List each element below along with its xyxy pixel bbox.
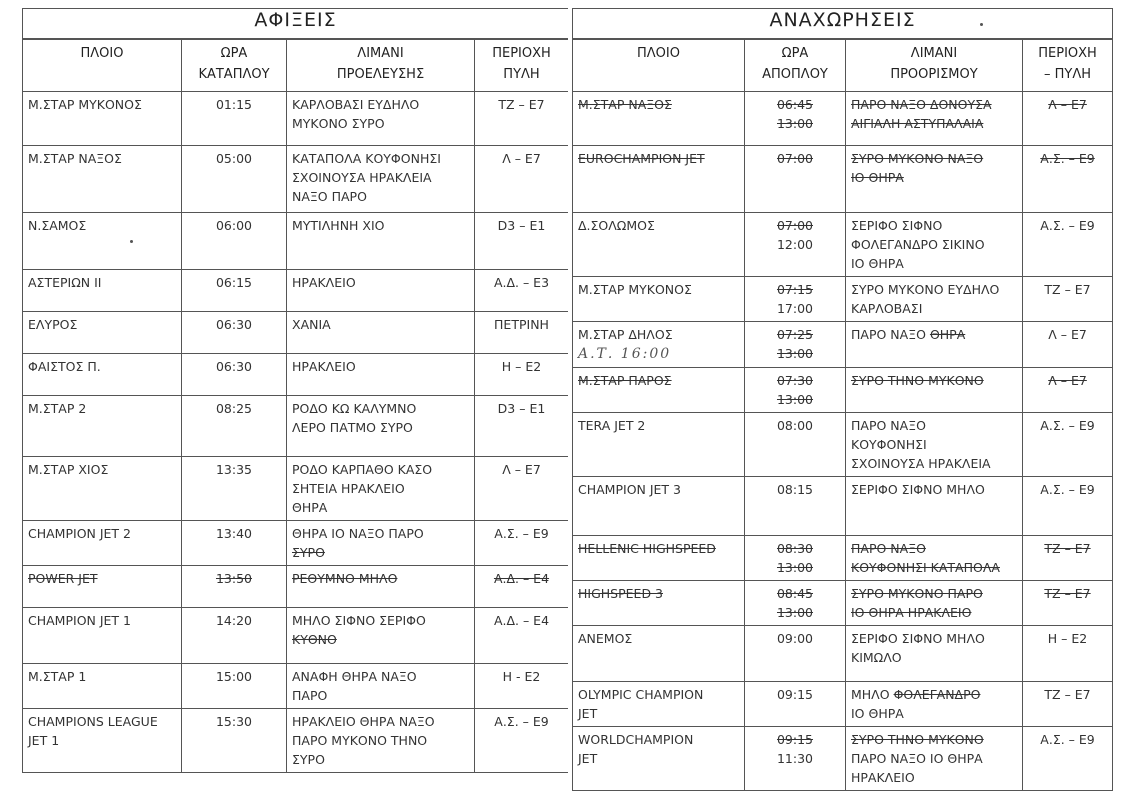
ship-cell	[23, 521, 182, 566]
gate-cell	[475, 146, 569, 213]
time-cell	[182, 146, 287, 213]
ship-cell	[573, 536, 745, 581]
port-value: ΣΥΡΟ ΤΗΝΟ ΜΥΚΟΝΟ	[851, 373, 984, 388]
time-cell	[745, 581, 846, 626]
port-struck: ΣΥΡΟ ΤΗΝΟ ΜΥΚΟΝΟ	[851, 732, 984, 747]
table-row	[573, 92, 1113, 146]
port-cell	[846, 626, 1023, 682]
ship-name: Μ.ΣΤΑΡ ΜΥΚΟΝΟΣ	[578, 282, 692, 297]
ship-cell	[23, 457, 182, 521]
ship-name: TERA JET 2	[578, 418, 646, 433]
table-row	[573, 626, 1113, 682]
ship-cell	[573, 581, 745, 626]
port-value: ΠΑΡΟ ΝΑΞΟ ΔΟΝΟΥΣΑ ΑΙΓΙΑΛΗ ΑΣΤΥΠΑΛΑΙΑ	[851, 97, 992, 131]
table-row	[23, 146, 569, 213]
table-row	[573, 146, 1113, 213]
ship-cell	[23, 608, 182, 664]
ship-cell	[573, 727, 745, 791]
ship-name: Μ.ΣΤΑΡ 2	[28, 401, 87, 416]
port-struck: ΘΗΡΑ	[929, 327, 966, 342]
gate-value: Η - Ε2	[502, 669, 541, 684]
gate-cell	[475, 709, 569, 773]
time-cell	[182, 92, 287, 146]
departures-body	[573, 92, 1113, 791]
port-value: ΠΑΡΟ ΝΑΞΟ ΚΟΥΦΟΝΗΣΙ ΣΧΟΙΝΟΥΣΑ ΗΡΑΚΛΕΙΑ	[851, 418, 991, 471]
gate-cell	[1023, 322, 1113, 368]
time-value: 01:15	[215, 97, 253, 112]
gate-cell	[475, 521, 569, 566]
port-cell	[287, 457, 475, 521]
port-value: ΠΑΡΟ ΝΑΞΟ	[851, 327, 926, 342]
port-struck: ΚΥΘΝΟ	[292, 632, 337, 647]
port-value: ΣΕΡΙΦΟ ΣΙΦΝΟ ΦΟΛΕΓΑΝΔΡΟ ΣΙΚΙΝΟ ΙΟ ΘΗΡΑ	[851, 218, 985, 271]
handwritten-note: Α.Τ. 16:00	[578, 346, 672, 362]
time-cell	[745, 682, 846, 727]
table-row	[23, 457, 569, 521]
time-value: 13:50	[215, 571, 253, 586]
port-value: ΗΡΑΚΛΕΙΟ	[292, 359, 356, 374]
time-cell	[182, 521, 287, 566]
ship-name: Μ.ΣΤΑΡ ΝΑΞΟΣ	[28, 151, 122, 166]
gate-value: Η – Ε2	[501, 359, 542, 374]
arr-header-port	[287, 39, 475, 92]
port-value: ΣΕΡΙΦΟ ΣΙΦΝΟ ΜΗΛΟ	[851, 482, 985, 497]
ship-cell	[573, 277, 745, 322]
arrivals-body	[23, 92, 569, 773]
time-cell	[745, 413, 846, 477]
time-value: 07:00	[776, 151, 814, 166]
ship-name: HELLENIC HIGHSPEED	[578, 541, 716, 556]
gate-cell	[475, 270, 569, 312]
time-value: 11:30	[776, 751, 814, 766]
gate-value: Λ – Ε7	[1048, 327, 1087, 342]
port-cell	[287, 608, 475, 664]
dep-header-time-label: ΩΡΑ ΑΠΟΠΛΟΥ	[762, 46, 828, 82]
port-value: ΡΟΔΟ ΚΑΡΠΑΘΟ ΚΑΣΟ ΣΗΤΕΙΑ ΗΡΑΚΛΕΙΟ ΘΗΡΑ	[292, 462, 433, 515]
arr-header-gate-label: ΠΕΡΙΟΧΗ ΠΥΛΗ	[492, 46, 551, 82]
gate-cell	[1023, 368, 1113, 413]
ship-name: EUROCHAMPION JET	[578, 151, 705, 166]
port-value: ΜΗΛΟ ΣΙΦΝΟ ΣΕΡΙΦΟ	[292, 613, 426, 628]
ship-name: CHAMPIONS LEAGUE JET 1	[28, 714, 158, 748]
gate-value: D3 – Ε1	[497, 218, 546, 233]
gate-cell	[1023, 536, 1113, 581]
port-cell	[287, 664, 475, 709]
time-value: 07:30 13:00	[776, 373, 814, 407]
time-cell	[182, 270, 287, 312]
port-cell	[287, 312, 475, 354]
gate-value: Α.Σ. – Ε9	[1040, 732, 1095, 747]
table-row	[23, 566, 569, 608]
ship-name: Δ.ΣΟΛΩΜΟΣ	[578, 218, 655, 233]
gate-value: Α.Σ. – Ε9	[1040, 482, 1095, 497]
time-cell	[182, 396, 287, 457]
gate-value: Λ – Ε7	[1048, 97, 1087, 112]
time-value: 15:30	[215, 714, 253, 729]
port-cell	[846, 368, 1023, 413]
table-row	[23, 312, 569, 354]
ship-name: CHAMPION JET 3	[578, 482, 681, 497]
table-separator	[568, 8, 572, 779]
port-value: ΣΥΡΟ ΜΥΚΟΝΟ ΝΑΞΟ ΙΟ ΘΗΡΑ	[851, 151, 984, 185]
time-value: 17:00	[776, 301, 814, 316]
port-value: ΧΑΝΙΑ	[292, 317, 331, 332]
ship-cell	[23, 354, 182, 396]
port-value: ΚΑΡΛΟΒΑΣΙ ΕΥΔΗΛΟ ΜΥΚΟΝΟ ΣΥΡΟ	[292, 97, 420, 131]
gate-value: Α.Δ. – Ε4	[493, 613, 550, 628]
gate-cell	[475, 213, 569, 270]
table-row	[573, 213, 1113, 277]
port-cell	[287, 213, 475, 270]
gate-value: Λ – Ε7	[502, 462, 541, 477]
time-cell	[182, 312, 287, 354]
port-value: ΡΟΔΟ ΚΩ ΚΑΛΥΜΝΟ ΛΕΡΟ ΠΑΤΜΟ ΣΥΡΟ	[292, 401, 417, 435]
port-value: ΣΕΡΙΦΟ ΣΙΦΝΟ ΜΗΛΟ ΚΙΜΩΛΟ	[851, 631, 985, 665]
port-cell	[846, 146, 1023, 213]
table-row	[23, 664, 569, 709]
time-value: 08:25	[215, 401, 253, 416]
table-row	[23, 270, 569, 312]
arr-header-port-label: ΛΙΜΑΝΙ ΠΡΟΕΛΕΥΣΗΣ	[336, 46, 425, 82]
time-struck: 09:15	[776, 732, 814, 747]
ship-name: Μ.ΣΤΑΡ ΝΑΞΟΣ	[578, 97, 672, 112]
gate-cell	[1023, 146, 1113, 213]
port-value: ΠΑΡΟ ΝΑΞΟ ΚΟΥΦΟΝΗΣΙ ΚΑΤΑΠΟΛΑ	[851, 541, 1000, 575]
time-value: 06:00	[215, 218, 253, 233]
gate-value: ΤΖ – Ε7	[1044, 687, 1091, 702]
port-cell	[846, 213, 1023, 277]
ship-name: Μ.ΣΤΑΡ ΜΥΚΟΝΟΣ	[28, 97, 142, 112]
gate-cell	[475, 608, 569, 664]
time-value: 08:45 13:00	[776, 586, 814, 620]
table-row	[573, 277, 1113, 322]
port-struck: ΣΥΡΟ	[292, 545, 325, 560]
table-row	[23, 709, 569, 773]
arr-header-ship-label: ΠΛΟΙΟ	[80, 46, 124, 61]
dep-header-port-label: ΛΙΜΑΝΙ ΠΡΟΟΡΙΣΜΟΥ	[890, 46, 978, 82]
port-cell	[287, 270, 475, 312]
port-value: ΡΕΘΥΜΝΟ ΜΗΛΟ	[292, 571, 398, 586]
table-row	[573, 368, 1113, 413]
gate-value: Α.Σ. – Ε9	[1040, 151, 1095, 166]
port-value: ΗΡΑΚΛΕΙΟ	[292, 275, 356, 290]
time-cell	[745, 626, 846, 682]
port-cell	[846, 536, 1023, 581]
gate-value: Α.Σ. – Ε9	[494, 714, 549, 729]
port-cell	[287, 521, 475, 566]
dep-header-gate-label: ΠΕΡΙΟΧΗ – ΠΥΛΗ	[1038, 46, 1097, 82]
time-value: 07:25 13:00	[776, 327, 814, 361]
port-cell	[846, 727, 1023, 791]
arr-header-time	[182, 39, 287, 92]
ship-name: CHAMPION JET 2	[28, 526, 131, 541]
time-value: 08:00	[776, 418, 814, 433]
scan-speck	[130, 240, 133, 243]
time-value: 05:00	[215, 151, 253, 166]
gate-cell	[475, 92, 569, 146]
ship-cell	[573, 477, 745, 536]
ship-name: ΦΑΙΣΤΟΣ Π.	[28, 359, 101, 374]
time-cell	[745, 277, 846, 322]
ship-cell	[573, 322, 745, 368]
ship-cell	[23, 566, 182, 608]
port-cell	[846, 477, 1023, 536]
time-cell	[745, 477, 846, 536]
port-value: ΚΑΤΑΠΟΛΑ ΚΟΥΦΟΝΗΣΙ ΣΧΟΙΝΟΥΣΑ ΗΡΑΚΛΕΙΑ ΝΑΞΟ ΠΑΡΟ	[292, 151, 441, 204]
ship-name: CHAMPION JET 1	[28, 613, 131, 628]
arrivals-table	[22, 8, 569, 773]
gate-value: Α.Δ. – Ε4	[493, 571, 550, 586]
port-cell	[287, 396, 475, 457]
departures-table	[572, 8, 1113, 791]
ship-cell	[573, 92, 745, 146]
port-cell	[846, 581, 1023, 626]
dep-header-ship	[573, 39, 745, 92]
arr-header-ship	[23, 39, 182, 92]
ship-name: ΑΣΤΕΡΙΩΝ ΙΙ	[28, 275, 102, 290]
ship-name: WORLDCHAMPION JET	[578, 732, 694, 766]
table-row	[23, 213, 569, 270]
port-cell	[846, 682, 1023, 727]
gate-cell	[475, 457, 569, 521]
port-value: ΘΗΡΑ ΙΟ ΝΑΞΟ ΠΑΡΟ	[292, 526, 424, 541]
ship-cell	[23, 664, 182, 709]
time-cell	[182, 213, 287, 270]
gate-cell	[1023, 477, 1113, 536]
ship-cell	[573, 682, 745, 727]
dep-header-time	[745, 39, 846, 92]
port-prefix: ΜΗΛΟ	[851, 687, 890, 702]
time-value: 08:15	[776, 482, 814, 497]
gate-value: Α.Σ. – Ε9	[1040, 418, 1095, 433]
port-cell	[846, 413, 1023, 477]
port-value: ΑΝΑΦΗ ΘΗΡΑ ΝΑΞΟ ΠΑΡΟ	[292, 669, 417, 703]
port-cell	[287, 709, 475, 773]
table-row	[23, 521, 569, 566]
gate-value: ΤΖ – Ε7	[498, 97, 545, 112]
gate-cell	[475, 396, 569, 457]
ship-name: ΕΛΥΡΟΣ	[28, 317, 78, 332]
time-value: 06:30	[215, 317, 253, 332]
dep-header-gate	[1023, 39, 1113, 92]
ship-name: Ν.ΣΑΜΟΣ	[28, 218, 87, 233]
time-cell	[182, 354, 287, 396]
ship-cell	[573, 368, 745, 413]
dep-header-port	[846, 39, 1023, 92]
time-cell	[745, 213, 846, 277]
ship-cell	[573, 213, 745, 277]
port-cell	[287, 566, 475, 608]
time-value: 13:40	[215, 526, 253, 541]
table-row	[23, 396, 569, 457]
ship-cell	[573, 146, 745, 213]
dep-header-ship-label: ΠΛΟΙΟ	[637, 46, 680, 61]
port-cell	[287, 354, 475, 396]
port-cell	[287, 146, 475, 213]
gate-value: Η – Ε2	[1047, 631, 1088, 646]
gate-cell	[1023, 727, 1113, 791]
time-cell	[745, 146, 846, 213]
port-value: ΠΑΡΟ ΝΑΞΟ ΙΟ ΘΗΡΑ ΗΡΑΚΛΕΙΟ	[851, 751, 983, 785]
time-cell	[182, 457, 287, 521]
ship-cell	[573, 413, 745, 477]
table-row	[23, 608, 569, 664]
gate-cell	[1023, 626, 1113, 682]
gate-value: Α.Σ. – Ε9	[494, 526, 549, 541]
ship-name: HIGHSPEED 3	[578, 586, 663, 601]
time-cell	[745, 322, 846, 368]
scan-speck	[980, 23, 983, 26]
gate-value: Α.Δ. – Ε3	[493, 275, 550, 290]
ship-cell	[23, 312, 182, 354]
time-cell	[182, 608, 287, 664]
gate-cell	[475, 664, 569, 709]
table-row	[573, 682, 1113, 727]
time-value: 06:15	[215, 275, 253, 290]
gate-value: Λ – Ε7	[1048, 373, 1087, 388]
port-cell	[287, 92, 475, 146]
gate-cell	[1023, 213, 1113, 277]
time-value: 13:35	[215, 462, 253, 477]
ship-name: Μ.ΣΤΑΡ ΧΙΟΣ	[28, 462, 109, 477]
gate-cell	[1023, 92, 1113, 146]
ship-cell	[23, 92, 182, 146]
ship-cell	[23, 709, 182, 773]
gate-value: ΠΕΤΡΙΝΗ	[494, 317, 549, 332]
time-struck: 07:15	[776, 282, 814, 297]
gate-value: ΤΖ – Ε7	[1044, 282, 1091, 297]
time-value: 06:45 13:00	[776, 97, 814, 131]
table-row	[573, 322, 1113, 368]
time-value: 14:20	[215, 613, 253, 628]
ship-cell	[23, 396, 182, 457]
time-cell	[182, 664, 287, 709]
ship-name: Μ.ΣΤΑΡ 1	[28, 669, 87, 684]
port-value: ΣΥΡΟ ΜΥΚΟΝΟ ΕΥΔΗΛΟ ΚΑΡΛΟΒΑΣΙ	[851, 282, 1000, 316]
table-row	[573, 477, 1113, 536]
gate-cell	[1023, 413, 1113, 477]
ship-cell	[573, 626, 745, 682]
arr-header-gate	[475, 39, 569, 92]
port-cell	[846, 277, 1023, 322]
time-value: 12:00	[776, 237, 814, 252]
gate-cell	[1023, 682, 1113, 727]
port-value: ΣΥΡΟ ΜΥΚΟΝΟ ΠΑΡΟ ΙΟ ΘΗΡΑ ΗΡΑΚΛΕΙΟ	[851, 586, 983, 620]
table-row	[573, 727, 1113, 791]
departures-title: ΑΝΑΧΩΡΗΣΕΙΣ	[573, 9, 1113, 40]
gate-value: ΤΖ – Ε7	[1044, 586, 1091, 601]
arrivals-title: ΑΦΙΞΕΙΣ	[23, 9, 569, 40]
time-value: 15:00	[215, 669, 253, 684]
ship-cell	[23, 146, 182, 213]
port-value: ΜΥΤΙΛΗΝΗ ΧΙΟ	[292, 218, 385, 233]
ship-cell	[23, 213, 182, 270]
port-cell	[846, 92, 1023, 146]
time-value: 06:30	[215, 359, 253, 374]
table-row	[23, 354, 569, 396]
time-cell	[745, 536, 846, 581]
gate-cell	[1023, 277, 1113, 322]
ship-name: ΑΝΕΜΟΣ	[578, 631, 633, 646]
time-value: 09:15	[776, 687, 814, 702]
time-value: 09:00	[776, 631, 814, 646]
gate-value: ΤΖ – Ε7	[1044, 541, 1091, 556]
time-cell	[745, 368, 846, 413]
ship-name: POWER JET	[28, 571, 98, 586]
gate-value: Α.Σ. – Ε9	[1040, 218, 1095, 233]
gate-cell	[475, 354, 569, 396]
port-struck: ΦΟΛΕΓΑΝΔΡΟ	[893, 687, 981, 702]
gate-cell	[1023, 581, 1113, 626]
gate-value: D3 – Ε1	[497, 401, 546, 416]
gate-cell	[475, 566, 569, 608]
time-cell	[745, 727, 846, 791]
time-cell	[182, 566, 287, 608]
port-value: ΙΟ ΘΗΡΑ	[851, 706, 904, 721]
arr-header-time-label: ΩΡΑ ΚΑΤΑΠΛΟΥ	[198, 46, 270, 82]
gate-cell	[475, 312, 569, 354]
table-row	[573, 581, 1113, 626]
gate-value: Λ – Ε7	[502, 151, 541, 166]
ship-cell	[23, 270, 182, 312]
time-cell	[745, 92, 846, 146]
table-row	[23, 92, 569, 146]
time-cell	[182, 709, 287, 773]
table-row	[573, 413, 1113, 477]
time-value: 08:30 13:00	[776, 541, 814, 575]
time-struck: 07:00	[776, 218, 814, 233]
ship-name: Μ.ΣΤΑΡ ΠΑΡΟΣ	[578, 373, 672, 388]
port-value: ΗΡΑΚΛΕΙΟ ΘΗΡΑ ΝΑΞΟ ΠΑΡΟ ΜΥΚΟΝΟ ΤΗΝΟ ΣΥΡΟ	[292, 714, 435, 767]
table-row	[573, 536, 1113, 581]
ship-name: Μ.ΣΤΑΡ ΔΗΛΟΣ	[578, 327, 673, 342]
port-cell	[846, 322, 1023, 368]
ship-name: OLYMPIC CHAMPION JET	[578, 687, 704, 721]
